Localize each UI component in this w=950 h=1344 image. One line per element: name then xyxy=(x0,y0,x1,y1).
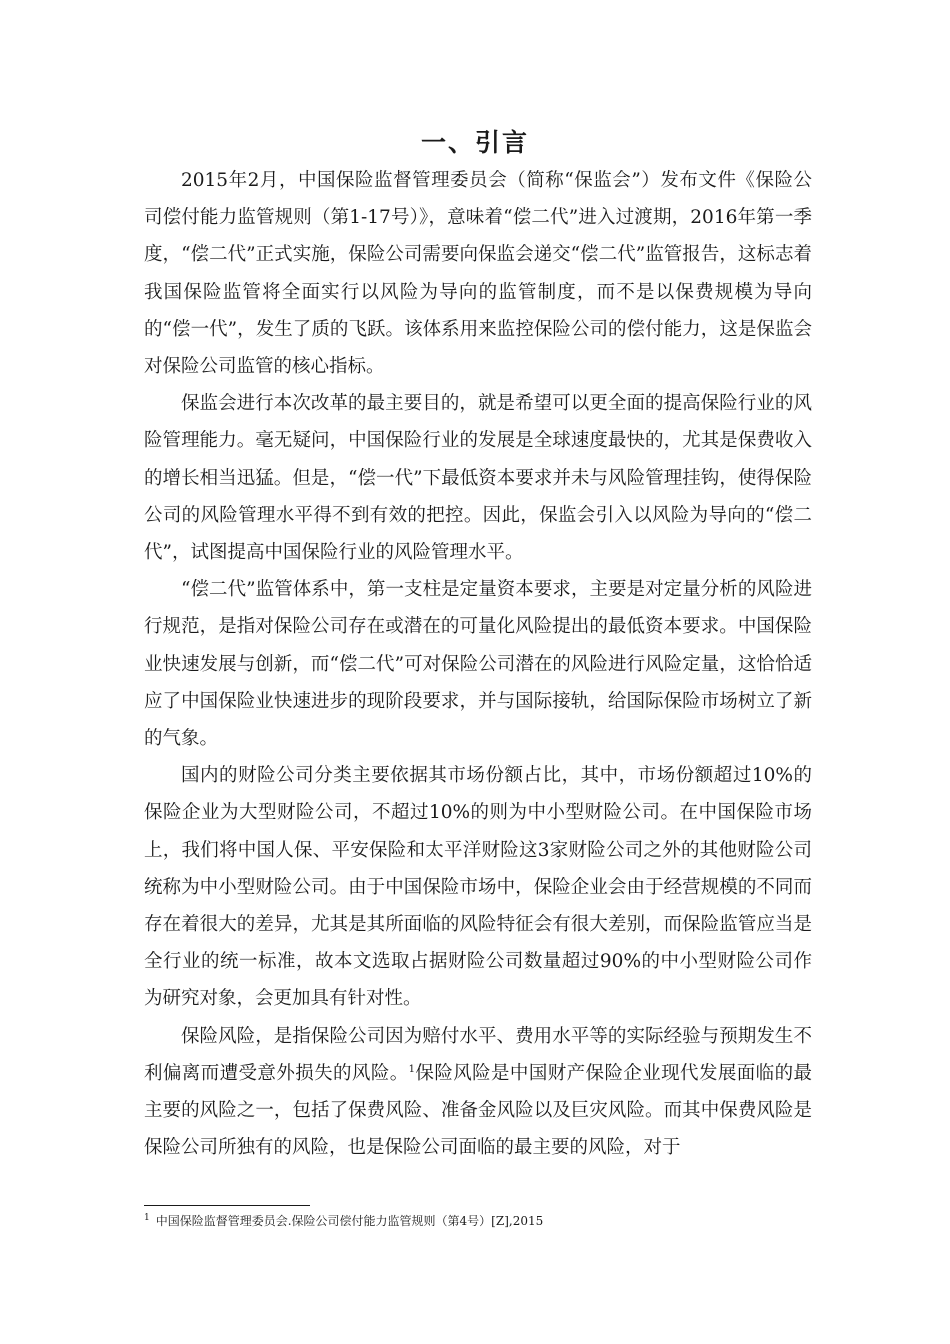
paragraph-4: 国内的财险公司分类主要依据其市场份额占比，其中，市场份额超过10%的保险企业为大型财险公司，不超过10%的则为中小型财险公司。在中国保险市场上，我们将中国人保、平安保险和太平洋财险这3家财险公司之外的其他财险公司统称为中小型财险公司。由于中国保险市场中，保险企业会由于经营规模的不同而存在着很大的差异，尤其是其所面临的风险特征会有很大差别，而保险监管应当是全行业的统一标准，故本文选取占据财险公司数量超过90%的中小型财险公司作为研究对象，会更加具有针对性。 xyxy=(144,765,812,1010)
paragraph-5-text-b: 保险风险是中国财产保险企业现代发展面临的最主要的风险之一，包括了保费风险、准备金风险以及巨灾风险。而其中保费风险是保险公司所独有的风险，也是保险公司面临的最主要的风险，对于 xyxy=(144,1062,812,1159)
section-heading: 一、引言 xyxy=(420,128,529,157)
footnote-divider xyxy=(144,1205,310,1206)
footnote-text: 中国保险监督管理委员会.保险公司偿付能力监管规则（第4号）[Z],2015 xyxy=(155,1214,544,1228)
footnote-number: 1 xyxy=(144,1213,150,1223)
footnote xyxy=(144,1212,844,1230)
body-text xyxy=(144,162,812,1166)
paragraph-1: 2015年2月，中国保险监督管理委员会（简称“保监会”）发布文件《保险公司偿付能力监管规则（第1-17号）》，意味着“偿二代”进入过渡期，2016年第一季度，“偿二代”正式实施，保险公司需要向保监会递交“偿二代”监管报告，这标志着我国保险监管将全面实行以风险为导向的监管制度，而不是以保费规模为导向的“偿一代”，发生了质的飞跃。该体系用来监控保险公司的偿付能力，这是保监会对保险公司监管的核心指标。 xyxy=(144,170,812,378)
paragraph-2: 保监会进行本次改革的最主要目的，就是希望可以更全面的提高保险行业的风险管理能力。毫无疑问，中国保险行业的发展是全球速度最快的，尤其是保费收入的增长相当迅猛。但是，“偿一代”下最低资本要求并未与风险管理挂钩，使得保险公司的风险管理水平得不到有效的把控。因此，保监会引入以风险为导向的“偿二代”，试图提高中国保险行业的风险管理水平。 xyxy=(144,393,812,564)
paragraph-5 xyxy=(144,1018,812,1167)
paragraph-3: “偿二代”监管体系中，第一支柱是定量资本要求，主要是对定量分析的风险进行规范，是指对保险公司存在或潜在的可量化风险提出的最低资本要求。中国保险业快速发展与创新，而“偿二代”可对保险公司潜在的风险进行风险定量，这恰恰适应了中国保险业快速进步的现阶段要求，并与国际接轨，给国际保险市场树立了新的气象。 xyxy=(144,579,812,750)
paragraph-5-text-a: 保险风险，是指保险公司因为赔付水平、费用水平等的实际经验与预期发生不利偏离而遭受意外损失的风险。 xyxy=(144,1025,812,1084)
footnote-reference-mark[interactable]: 1 xyxy=(408,1063,416,1075)
